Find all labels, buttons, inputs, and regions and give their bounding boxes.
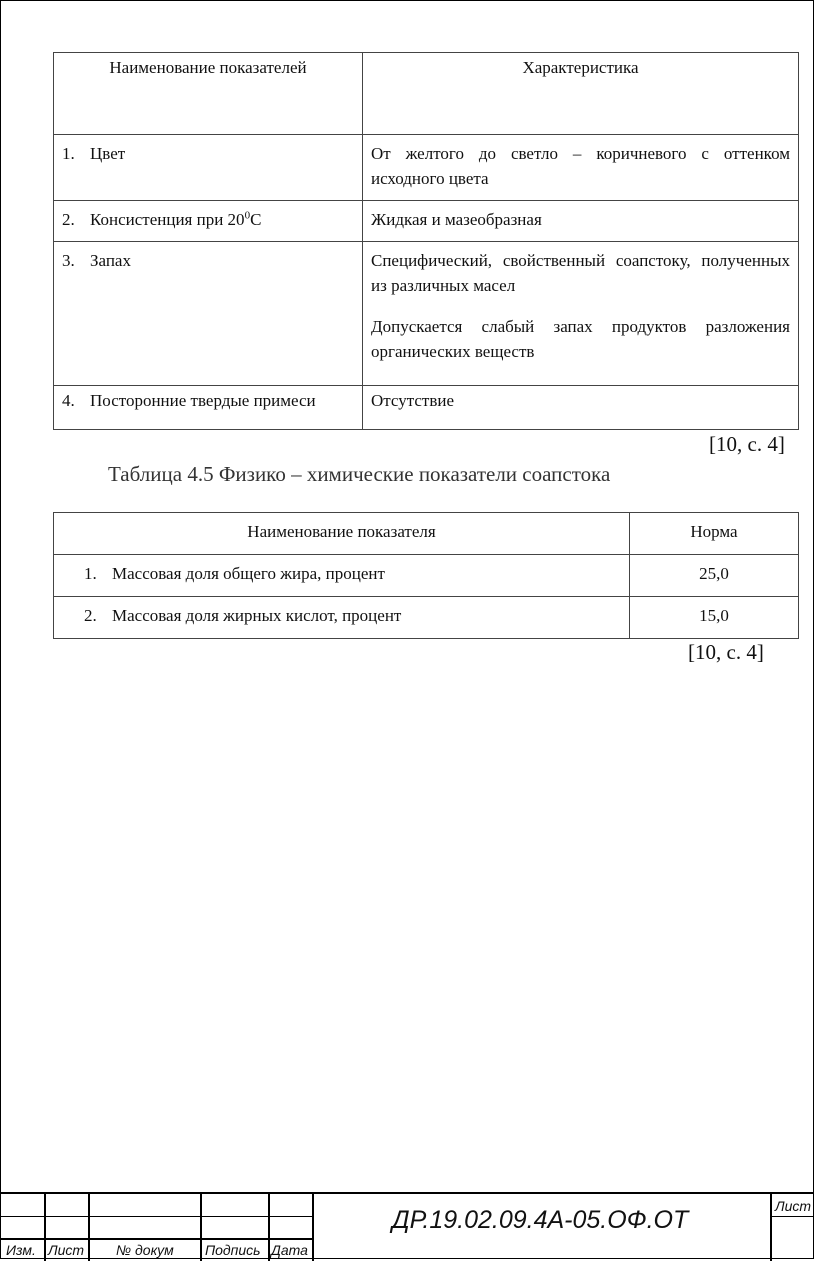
physicochemical-table — [53, 512, 799, 639]
stamp-divider — [88, 1194, 90, 1261]
row-value: Специфический, свойственный соапстоку, полученных из различных масел — [371, 251, 790, 295]
row-number: 1. — [62, 144, 75, 163]
stamp-rule — [770, 1216, 814, 1217]
stamp-label-change: Изм. — [6, 1242, 36, 1258]
reference: [10, с. 4] — [709, 432, 785, 456]
table-caption: Таблица 4.5 Физико – химические показатели соапстока — [108, 462, 611, 486]
row-name: Запах — [90, 251, 131, 270]
header-name: Наименование показателей — [54, 53, 363, 135]
table-row — [54, 242, 799, 386]
row-name-suffix: С — [250, 210, 262, 229]
table-row — [54, 555, 799, 597]
stamp-divider — [44, 1194, 46, 1261]
row-value-note: Допускается слабый запах продуктов разложения органических веществ — [371, 317, 790, 361]
row-value: Жидкая и мазеобразная — [363, 201, 799, 242]
stamp-label-signature: Подпись — [205, 1242, 261, 1258]
stamp-label-date: Дата — [271, 1242, 308, 1258]
row-value: 15,0 — [630, 597, 799, 639]
reference: [10, с. 4] — [688, 640, 764, 664]
row-number: 4. — [62, 391, 75, 410]
stamp-label-document: № докум — [116, 1242, 174, 1258]
table-row — [54, 135, 799, 201]
row-value: Отсутствие — [363, 386, 799, 430]
stamp-divider — [312, 1194, 314, 1261]
row-name: Массовая доля жирных кислот, процент — [112, 606, 402, 625]
table-row — [54, 597, 799, 639]
table-header-row — [54, 53, 799, 135]
row-value: 25,0 — [630, 555, 799, 597]
table-row — [54, 386, 799, 430]
stamp-rule — [0, 1238, 312, 1240]
header-characteristic: Характеристика — [363, 53, 799, 135]
document-number: ДР.19.02.09.4А-05.ОФ.ОТ — [392, 1206, 689, 1234]
row-name-prefix: Консистенция при 20 — [90, 210, 245, 229]
stamp-sheet-label: Лист — [775, 1198, 812, 1214]
table-row — [54, 201, 799, 242]
row-name: Посторонние твердые примеси — [90, 391, 316, 410]
table-header-row — [54, 513, 799, 555]
row-name: Массовая доля общего жира, процент — [112, 564, 385, 583]
stamp-label-sheet: Лист — [48, 1242, 85, 1258]
properties-table — [53, 52, 799, 430]
row-value: От желтого до светло – коричневого с оттенком исходного цвета — [363, 135, 799, 201]
stamp-rule — [0, 1216, 312, 1217]
stamp-divider — [200, 1194, 202, 1261]
stamp-divider — [770, 1194, 772, 1261]
header-name: Наименование показателя — [54, 513, 630, 555]
row-number: 3. — [62, 251, 75, 270]
stamp-divider — [268, 1194, 270, 1261]
row-number: 2. — [62, 210, 75, 229]
row-name-superscript: 0 — [244, 209, 251, 222]
row-number: 2. — [84, 606, 97, 625]
row-number: 1. — [84, 564, 97, 583]
header-norm: Норма — [630, 513, 799, 555]
row-name: Цвет — [90, 144, 126, 163]
